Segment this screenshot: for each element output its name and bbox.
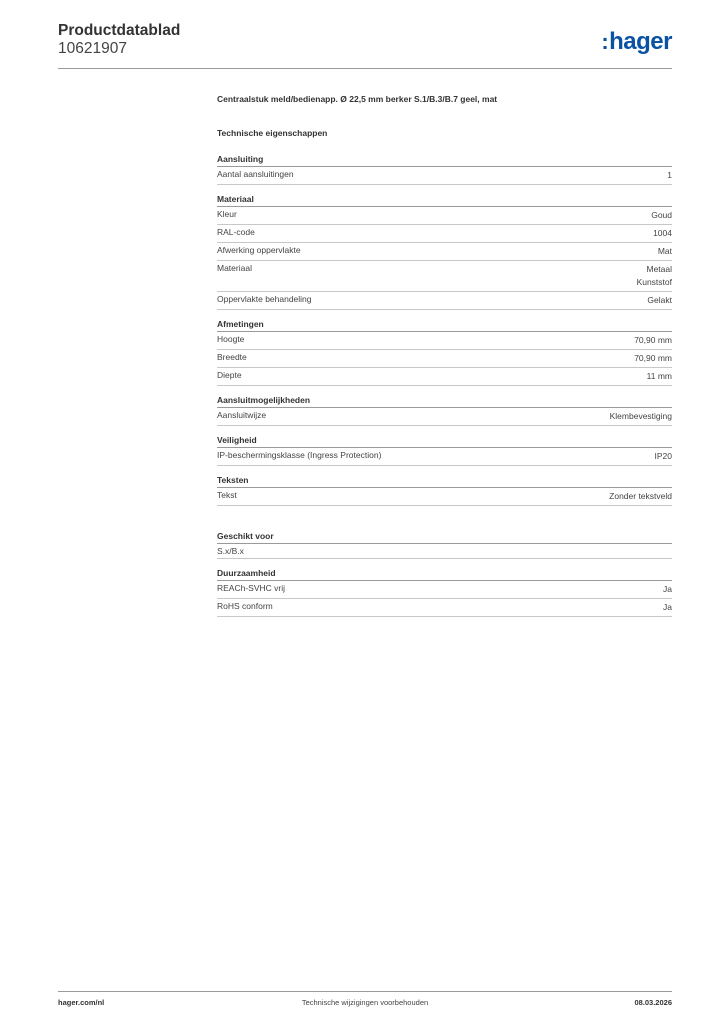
document-title: Productdatablad: [58, 22, 181, 39]
group-title: Teksten: [217, 475, 672, 488]
property-row: [217, 292, 672, 310]
hager-logo: [601, 28, 672, 56]
group-title: Geschikt voor: [217, 531, 672, 544]
property-label: REACh-SVHC vrij: [217, 583, 286, 593]
product-description: Centraalstuk meld/bedienapp. Ø 22,5 mm berker S.1/B.3/B.7 geel, mat: [217, 94, 498, 104]
property-value: [647, 294, 672, 307]
property-label: Hoogte: [217, 334, 245, 344]
property-label: Kleur: [217, 209, 237, 219]
property-value-line: Kunststof: [636, 277, 672, 287]
property-row: [217, 408, 672, 426]
property-label: RAL-code: [217, 227, 255, 237]
property-label: Aansluitwijze: [217, 410, 267, 420]
property-value: [663, 601, 672, 614]
property-value-line: Goud: [651, 210, 672, 220]
property-groups: [217, 154, 672, 506]
property-group: [217, 319, 672, 386]
property-value-line: IP20: [654, 451, 672, 461]
group-title: Veiligheid: [217, 435, 672, 448]
property-row: [217, 448, 672, 466]
property-row: [217, 368, 672, 386]
property-row: [217, 581, 672, 599]
suitable-for-group: [217, 531, 672, 559]
property-value: [651, 209, 672, 222]
property-value: [609, 490, 672, 503]
property-value: [655, 450, 673, 463]
property-label: Aantal aansluitingen: [217, 169, 294, 179]
property-group: [217, 395, 672, 426]
property-label: Afwerking oppervlakte: [217, 245, 301, 255]
footer-note: Technische wijzigingen voorbehouden: [301, 998, 429, 1007]
property-value: [658, 245, 672, 258]
property-label: Materiaal: [217, 263, 252, 273]
property-row: [217, 599, 672, 617]
property-value-line: Gelakt: [647, 295, 672, 305]
property-value: [667, 169, 672, 182]
footer-date: 08.03.2026: [634, 998, 672, 1007]
property-row: [217, 225, 672, 243]
property-value-line: Ja: [663, 602, 672, 612]
property-value: [647, 370, 672, 383]
property-row: [217, 261, 672, 292]
property-value: [634, 334, 672, 347]
property-label: Breedte: [217, 352, 247, 362]
property-value-line: 1: [667, 170, 672, 180]
property-value: [653, 227, 672, 240]
property-value-line: Zonder tekstveld: [609, 491, 672, 501]
property-value: [637, 263, 672, 289]
document-number: 10621907: [58, 40, 127, 57]
property-value-line: Klembevestiging: [609, 411, 672, 421]
property-label: Tekst: [217, 490, 237, 500]
footer-website[interactable]: hager.com/nl: [58, 998, 105, 1007]
property-value-line: 11 mm: [646, 371, 672, 381]
property-row: [217, 167, 672, 185]
property-value-line: Ja: [663, 584, 672, 594]
property-value: [663, 583, 672, 596]
property-row: [217, 243, 672, 261]
property-value-line: Metaal: [646, 264, 672, 274]
property-label: RoHS conform: [217, 601, 273, 611]
property-group: [217, 475, 672, 506]
property-value-line: 70,90 mm: [634, 335, 672, 345]
group-title: Aansluitmogelijkheden: [217, 395, 672, 408]
property-label: IP-beschermingsklasse (Ingress Protection): [217, 450, 382, 460]
property-row: [217, 207, 672, 225]
property-value: [634, 352, 672, 365]
property-value-line: 70,90 mm: [634, 353, 672, 363]
logo-dots: :: [601, 29, 609, 54]
property-row: [217, 350, 672, 368]
property-value-line: 1004: [653, 228, 672, 238]
group-title: Materiaal: [217, 194, 672, 207]
property-group: [217, 154, 672, 185]
property-value-line: Mat: [657, 246, 672, 256]
property-label: Diepte: [217, 370, 242, 380]
group-title: Afmetingen: [217, 319, 672, 332]
property-group: [217, 194, 672, 310]
group-title: Aansluiting: [217, 154, 672, 167]
suitable-item: S.x/B.x: [217, 544, 672, 559]
logo-text: hager: [609, 28, 672, 55]
section-heading: Technische eigenschappen: [217, 128, 328, 138]
property-label: Oppervlakte behandeling: [217, 294, 312, 304]
footer-divider: [58, 991, 672, 992]
sustainability-group: [217, 568, 672, 617]
property-value: [610, 410, 672, 423]
property-row: [217, 488, 672, 506]
property-row: [217, 332, 672, 350]
document-header: [58, 22, 180, 58]
property-group: [217, 435, 672, 466]
header-divider: [58, 68, 672, 69]
group-title: Duurzaamheid: [217, 568, 672, 581]
content: [217, 94, 672, 626]
